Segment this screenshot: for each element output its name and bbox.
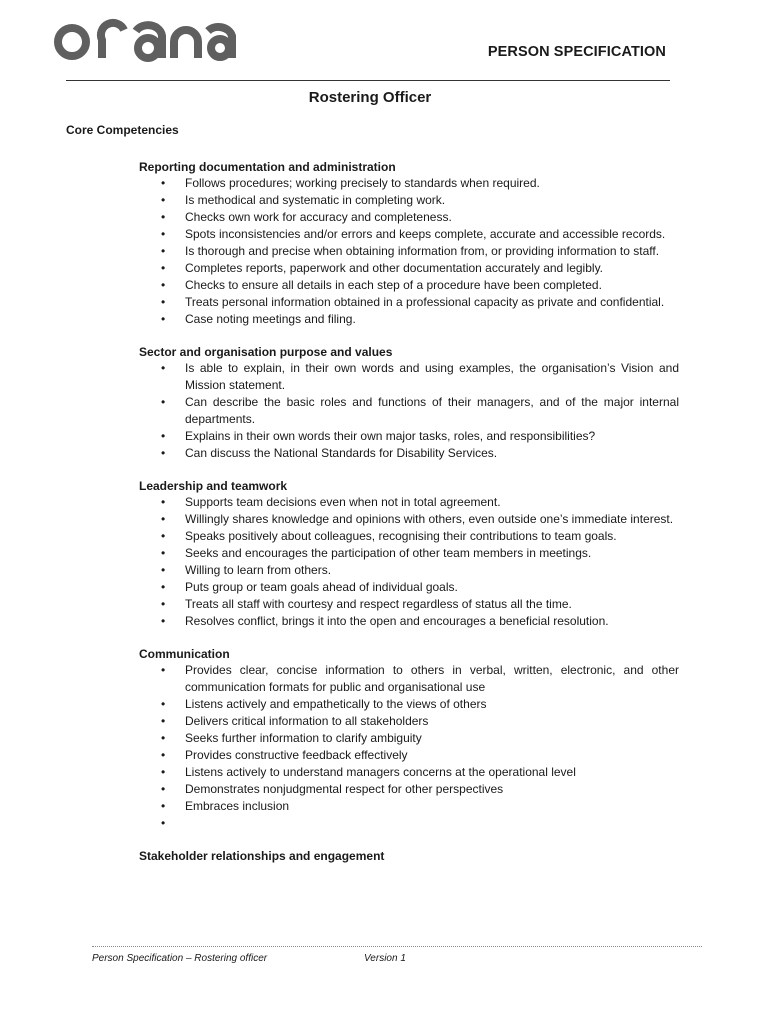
orana-logo-mark (52, 14, 236, 64)
bullet-item: • Can describe the basic roles and functions of their managers, and of the major internal departments. (139, 394, 679, 428)
bullet-item: • Provides clear, concise information to others in verbal, written, electronic, and other communication formats for public and organisational use (139, 662, 679, 696)
competency-section (139, 848, 679, 864)
job-title: Rostering Officer (308, 89, 432, 106)
bullet-item: • Demonstrates nonjudgmental respect for other perspectives (139, 781, 679, 798)
footer-divider (92, 946, 702, 947)
bullet-list (139, 175, 679, 328)
bullet-item: • Speaks positively about colleagues, recognising their contributions to team goals. (139, 528, 679, 545)
section-heading: Sector and organisation purpose and values (139, 345, 393, 359)
bullet-item: • Willing to learn from others. (139, 562, 679, 579)
bullet-item: • Treats all staff with courtesy and respect regardless of status all the time. (139, 596, 679, 613)
bullet-item: • Embraces inclusion (139, 798, 679, 815)
footer-version: Version 1 (364, 953, 406, 964)
orana-logo (52, 14, 236, 64)
bullet-item: • Can discuss the National Standards for Disability Services. (139, 445, 679, 462)
bullet-item: • Case noting meetings and filing. (139, 311, 679, 328)
bullet-list (139, 494, 679, 630)
bullet-item: • Spots inconsistencies and/or errors and keeps complete, accurate and accessible records. (139, 226, 679, 243)
competency-section (139, 344, 679, 462)
competency-sections (139, 159, 679, 880)
section-heading: Reporting documentation and administration (139, 160, 396, 174)
section-heading: Leadership and teamwork (139, 479, 288, 493)
bullet-item: • Seeks and encourages the participation of other team members in meetings. (139, 545, 679, 562)
bullet-item: • Checks to ensure all details in each step of a procedure have been completed. (139, 277, 679, 294)
bullet-item: • Explains in their own words their own major tasks, roles, and responsibilities? (139, 428, 679, 445)
bullet-item: • Completes reports, paperwork and other documentation accurately and legibly. (139, 260, 679, 277)
bullet-item: • Listens actively to understand managers concerns at the operational level (139, 764, 679, 781)
footer-document-label: Person Specification – Rostering officer (92, 953, 268, 964)
bullet-item: • Checks own work for accuracy and completeness. (139, 209, 679, 226)
bullet-item: • Willingly shares knowledge and opinions with others, even outside one’s immediate interest. (139, 511, 679, 528)
competency-section (139, 478, 679, 630)
bullet-item: • Is methodical and systematic in completing work. (139, 192, 679, 209)
competency-section (139, 646, 679, 832)
bullet-item (139, 815, 679, 832)
bullet-list (139, 360, 679, 462)
bullet-list (139, 662, 679, 832)
bullet-item: • Listens actively and empathetically to the views of others (139, 696, 679, 713)
bullet-item: • Treats personal information obtained in a professional capacity as private and confidential. (139, 294, 679, 311)
header-divider (66, 80, 670, 81)
bullet-item: • Delivers critical information to all stakeholders (139, 713, 679, 730)
section-heading: Stakeholder relationships and engagement (139, 849, 385, 863)
document-type-heading: PERSON SPECIFICATION (487, 44, 666, 60)
bullet-item: • Supports team decisions even when not in total agreement. (139, 494, 679, 511)
bullet-item: • Follows procedures; working precisely to standards when required. (139, 175, 679, 192)
bullet-item: • Is able to explain, in their own words and using examples, the organisation’s Vision and Mission statement. (139, 360, 679, 394)
section-heading: Communication (139, 647, 230, 661)
core-competencies-heading: Core Competencies (66, 123, 179, 137)
bullet-item: • Provides constructive feedback effectively (139, 747, 679, 764)
bullet-item: • Seeks further information to clarify ambiguity (139, 730, 679, 747)
bullet-item: • Is thorough and precise when obtaining information from, or providing information to staff. (139, 243, 679, 260)
bullet-item: • Resolves conflict, brings it into the open and encourages a beneficial resolution. (139, 613, 679, 630)
bullet-item: • Puts group or team goals ahead of individual goals. (139, 579, 679, 596)
competency-section (139, 159, 679, 328)
